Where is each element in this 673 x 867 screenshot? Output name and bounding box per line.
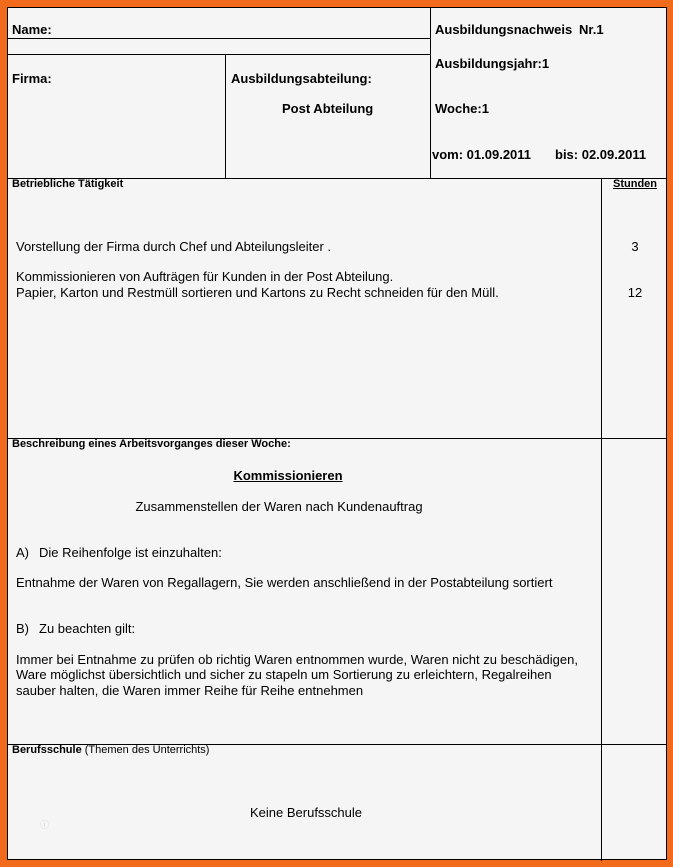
divider-line [225, 54, 226, 179]
arbeitsvorgang-subtitle: Zusammenstellen der Waren nach Kundenauftrag [135, 499, 423, 514]
step-a-label: A) [16, 545, 29, 560]
activity-line: Papier, Karton und Restmüll sortieren und Kartons zu Recht schneiden für den Müll. [16, 285, 499, 300]
step-b-text: Zu beachten gilt: [39, 621, 136, 636]
name-label: Name: [12, 22, 52, 37]
berufsschule-content: Keine Berufsschule [249, 805, 363, 820]
ausbildungsjahr: Ausbildungsjahr:1 [435, 56, 550, 71]
watermark-logo: ⓘ [40, 820, 50, 830]
step-b-body-line: Ware möglichst übersichtlich und sicher zu stapeln um Sortierung zu erleichtern, Regalreihen [16, 667, 552, 682]
abteilung-label: Ausbildungsabteilung: [231, 71, 372, 86]
hours-value: 12 [627, 285, 643, 300]
berufsschule-heading-label: Berufsschule [12, 744, 82, 756]
bis-date: bis: 02.09.2011 [555, 147, 647, 162]
divider-line [430, 8, 431, 179]
step-b-body-line: Immer bei Entnahme zu prüfen ob richtig Waren entnommen wurde, Waren nicht zu beschädigen, [16, 652, 578, 667]
step-a-text: Die Reihenfolge ist einzuhalten: [39, 545, 222, 560]
divider-line [601, 178, 602, 861]
hours-value: 3 [631, 239, 639, 254]
abteilung-value: Post Abteilung [282, 101, 374, 116]
divider-line [8, 54, 430, 55]
step-a-body: Entnahme der Waren von Regallagern, Sie werden anschließend in der Postabteilung sortiert [16, 575, 553, 590]
arbeitsvorgang-title: Kommissionieren [233, 468, 343, 483]
taetigkeit-heading: Betriebliche Tätigkeit [12, 178, 124, 190]
training-record-form [7, 7, 667, 860]
nachweis-label: Ausbildungsnachweis [435, 22, 573, 37]
step-b-body-line: sauber halten, die Waren immer Reihe für Reihe entnehmen [16, 683, 364, 698]
nachweis-number: Nr.1 [579, 22, 604, 37]
activity-line: Kommissionieren von Aufträgen für Kunden in der Post Abteilung. [16, 269, 394, 284]
arbeitsvorgang-heading: Beschreibung eines Arbeitsvorganges dieser Woche: [12, 438, 291, 450]
vom-date: vom: 01.09.2011 [432, 147, 532, 162]
step-b-label: B) [16, 621, 29, 636]
firma-label: Firma: [12, 71, 52, 86]
activity-line: Vorstellung der Firma durch Chef und Abteilungsleiter . [16, 239, 332, 254]
divider-line [8, 38, 430, 39]
woche: Woche:1 [435, 101, 489, 116]
berufsschule-heading [12, 744, 209, 756]
berufsschule-heading-note: (Themen des Unterrichts) [84, 744, 210, 756]
stunden-heading: Stunden [613, 178, 657, 190]
